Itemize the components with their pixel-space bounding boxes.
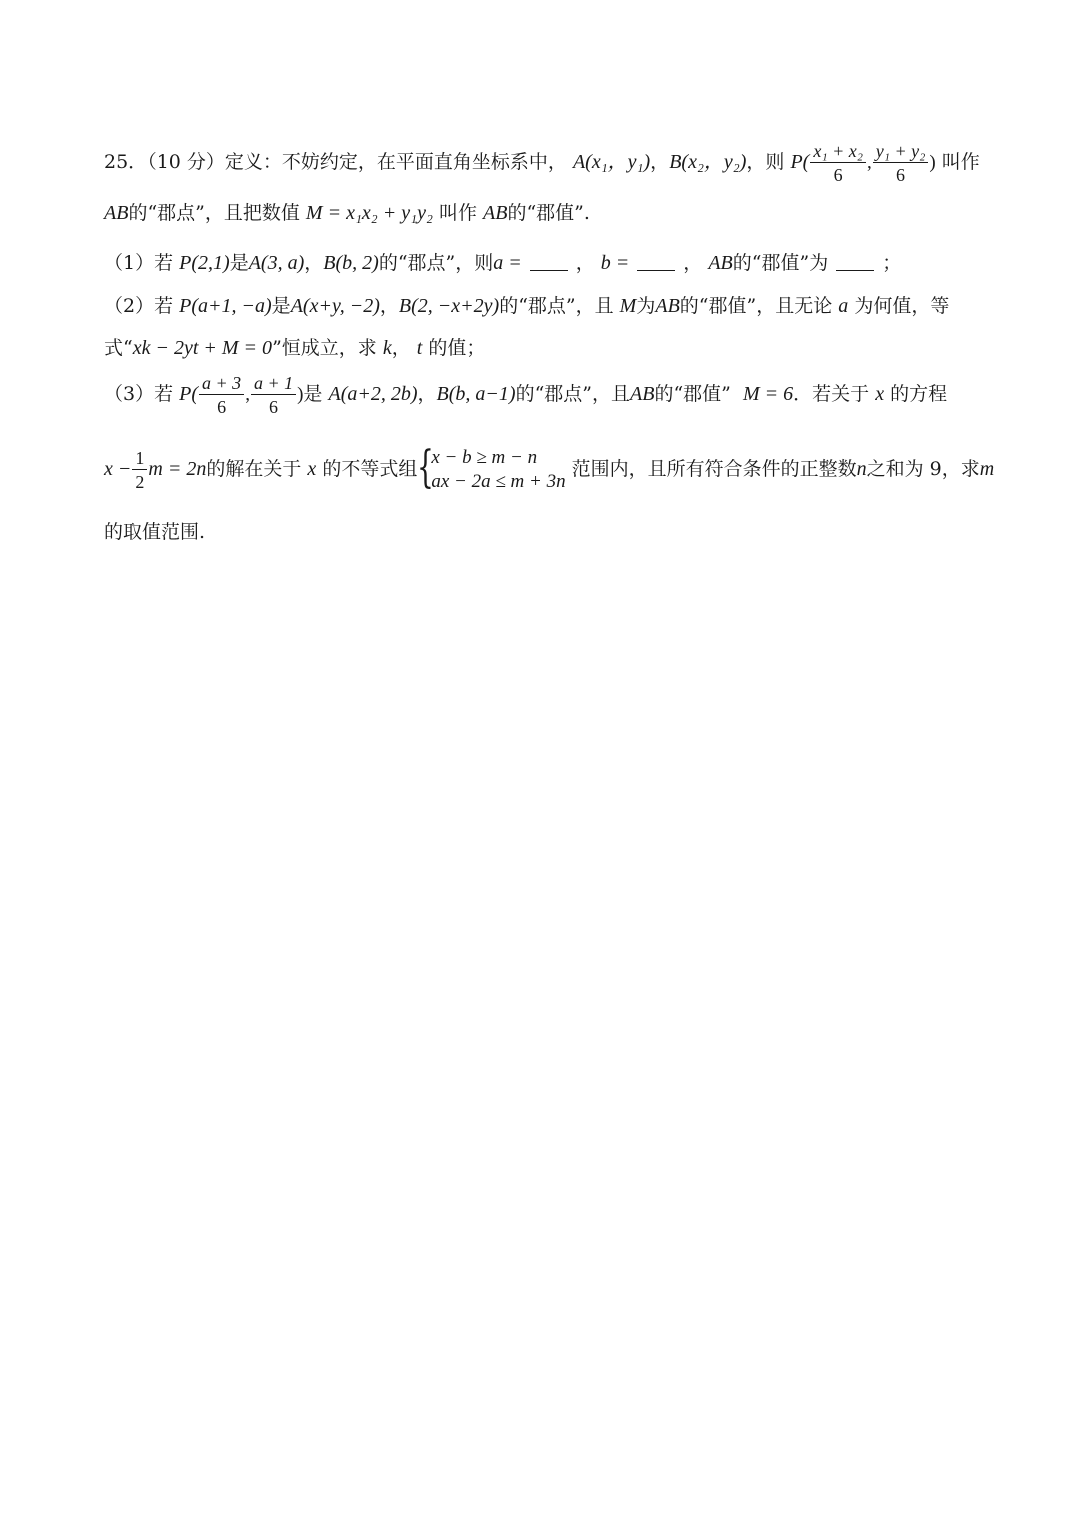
fraction-x-denominator: 6	[833, 165, 843, 185]
part2-line-1: （2）若 P(a+1, −a)是A(x+y, −2)，B(2, −x+2y)的“郡点”，且 M为AB的“郡值”，且无论 a 为何值，等	[104, 295, 950, 317]
answer-blank-m[interactable]	[836, 254, 874, 271]
part3-fraction-1	[199, 374, 244, 416]
part3-text-d: 的方程	[890, 383, 948, 405]
part2-ab: AB	[655, 295, 680, 317]
part2-t: t	[416, 337, 423, 359]
called-text: 叫作	[941, 151, 980, 173]
part3-fraction-2	[251, 374, 296, 416]
problem-line-2	[104, 203, 980, 223]
part3-x2: x	[307, 458, 317, 480]
part3-line-2	[104, 442, 995, 494]
fraction-x	[810, 142, 866, 184]
part3-m: m	[979, 458, 995, 480]
problem-points: （10 分）	[147, 151, 225, 173]
part1-label: （1）若	[104, 252, 174, 274]
part3-is: 是	[303, 383, 323, 405]
problem-intro: 定义：不妨约定，在平面直角坐标系中，	[224, 151, 567, 173]
part2-a: A(x+y, −2)	[290, 295, 380, 317]
answer-blank-b[interactable]	[637, 254, 675, 271]
part3-text-c: ．若关于	[793, 383, 870, 405]
part1-text-a: 的“郡点”，则	[378, 252, 494, 274]
part3-p-suffix: )	[297, 384, 304, 405]
line2-text-c: 叫作	[438, 202, 477, 224]
line2-text-b: 的“郡点”，且把数值	[128, 202, 300, 224]
line2-text-e: 的“郡值”.	[507, 202, 590, 224]
problem-number: 25．	[104, 151, 148, 173]
part3-line3: 的取值范围.	[104, 521, 206, 543]
fraction-x-numerator: x₁ + x₂	[810, 142, 866, 163]
part3-line-3	[104, 523, 980, 542]
part1-text-b: 的“郡值”为	[732, 252, 829, 274]
part3-ab: AB	[630, 383, 655, 405]
part3-fraction-1-denominator: 6	[217, 397, 227, 417]
part1-p: P(2,1)	[179, 252, 230, 274]
part3-a: A(a+2, 2b)	[328, 383, 418, 405]
p-suffix: )	[929, 152, 936, 173]
part2-text-b: 为	[636, 295, 656, 317]
answer-blank-a[interactable]	[530, 254, 568, 271]
part1-end: ；	[882, 252, 902, 274]
part3-text-f: 的不等式组	[322, 458, 418, 480]
part3-m-eq: M = 6	[743, 383, 794, 405]
part3-text-g: 范围内，且所有符合条件的正整数	[571, 458, 857, 480]
part2-k: k	[382, 337, 392, 359]
half-numerator: 1	[132, 449, 147, 470]
part3-b: B(b, a−1)	[436, 383, 516, 405]
part2-line2-c: 的值；	[428, 337, 486, 359]
fraction-y	[873, 142, 929, 184]
part1-is: 是	[229, 252, 249, 274]
part3-x: x	[875, 383, 885, 405]
part2-label: （2）若	[104, 295, 174, 317]
part2-line-2: 式“xk − 2yt + M = 0”恒成立，求 k， t 的值；	[104, 337, 486, 359]
part2-text-c: 的“郡值”，且无论	[679, 295, 833, 317]
part1-line: （1）若 P(2,1)是A(3, a)，B(b, 2)的“郡点”，则a = ， b = ， AB的“郡值”为 ；	[104, 252, 902, 274]
part1-ab: AB	[708, 252, 733, 274]
ab-label-2: AB	[483, 202, 508, 224]
part3-eq-pre: x −	[104, 458, 132, 480]
part2-line2-a: 式“	[104, 337, 133, 359]
part1-a-eq: a =	[493, 252, 522, 274]
part1-comma: ，	[304, 252, 324, 274]
inequality-1: x − b ≥ m − n	[431, 447, 538, 468]
m-formula: M = x₁x₂ + y₁y₂	[305, 202, 433, 224]
part3-text-e: 的解在关于	[206, 458, 302, 480]
left-brace-icon: {	[417, 442, 435, 493]
ab-label: AB	[104, 202, 129, 224]
point-a: A(x₁，y₁)	[572, 151, 651, 173]
part2-m: M	[619, 295, 637, 317]
half-fraction	[132, 449, 147, 491]
part2-b: B(2, −x+2y)	[398, 295, 500, 317]
part3-line-1: （3）若 P( $\frac{a + 3}{6}$ , $\frac{a + 1}{6}$ )是 A(a+2, 2b)，B(b, a−1)的“郡点”，且AB的“郡值” M = 6．若关于 x 的方程	[104, 373, 948, 417]
part2-text-d: 为何值，等	[854, 295, 950, 317]
inequality-system	[417, 442, 566, 494]
part3-fraction-2-denominator: 6	[269, 397, 279, 417]
part2-a-var: a	[838, 295, 849, 317]
p-prefix: P(	[790, 151, 810, 173]
half-denominator: 2	[135, 472, 145, 492]
part3-text-h: 之和为 9，求	[866, 458, 980, 480]
part3-text-a: 的“郡点”，且	[515, 383, 631, 405]
part2-equation: xk − 2yt + M = 0	[132, 337, 273, 359]
part1-a: A(3, a)	[248, 252, 305, 274]
fraction-y-denominator: 6	[896, 165, 906, 185]
part3-text-b: 的“郡值”	[654, 383, 731, 405]
inequality-2: ax − 2a ≤ m + 3n	[431, 471, 566, 492]
part2-is: 是	[271, 295, 291, 317]
part1-b-eq: b =	[600, 252, 630, 274]
part3-eq-post: m = 2n	[148, 458, 207, 480]
part3-n: n	[856, 458, 867, 480]
part3-fraction-2-numerator: a + 1	[251, 374, 296, 395]
part3-label: （3）若	[104, 383, 174, 405]
part2-line2-b: ”恒成立，求	[272, 337, 377, 359]
part3-fraction-1-numerator: a + 3	[199, 374, 244, 395]
then-text: ，则	[746, 151, 785, 173]
problem-line-1: 25．（10 分）定义：不妨约定，在平面直角坐标系中， A(x₁，y₁)，B(x₂，y₂)，则 P( $\frac{\text{x₁ + x₂}}{6}$ , $\frac{\text{y₁ + y₂}}{6}$ ) 叫作	[104, 141, 980, 185]
fraction-y-numerator: y₁ + y₂	[873, 142, 929, 163]
point-b: B(x₂，y₂)	[669, 151, 747, 173]
part1-b: B(b, 2)	[323, 252, 379, 274]
part2-p: P(a+1, −a)	[179, 295, 272, 317]
part3-p-prefix: P(	[179, 383, 199, 405]
part2-text-a: 的“郡点”，且	[499, 295, 614, 317]
